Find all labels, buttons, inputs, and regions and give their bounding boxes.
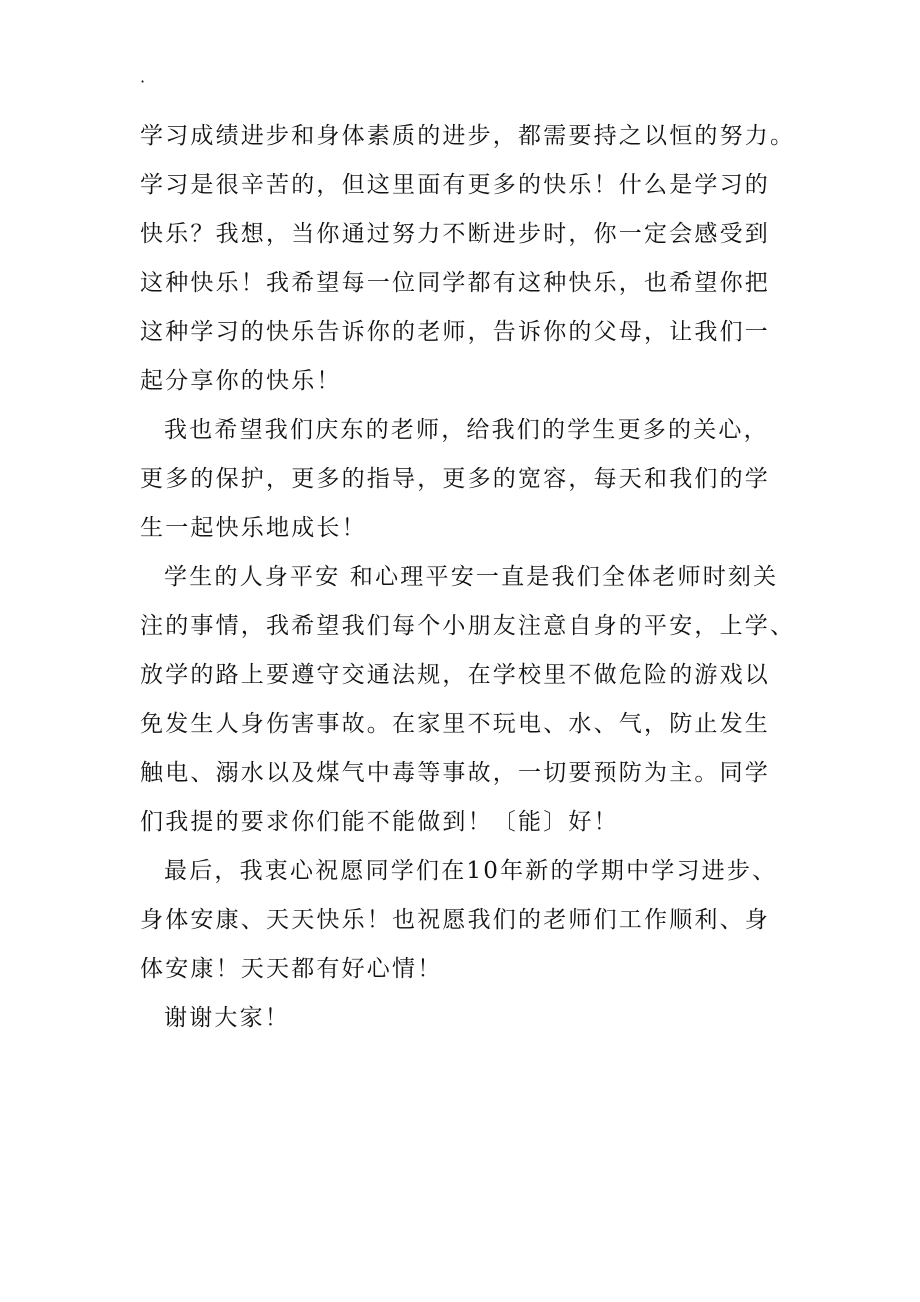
text-line: 身体安康、天天快乐！也祝愿我们的老师们工作顺利、身 [140, 907, 770, 933]
text-line: 这种快乐！我希望每一位同学都有这种快乐，也希望你把 [140, 270, 770, 296]
text-line: 生一起快乐地成长！ [140, 515, 367, 541]
text-line: 快乐？我想，当你通过努力不断进步时，你一定会感受到 [140, 221, 770, 247]
paragraph-2 [140, 406, 780, 553]
paragraph-3 [140, 553, 796, 847]
text-line: 免发生人身伤害事故。在家里不玩电、水、气，防止发生 [140, 711, 770, 737]
text-line: 学习是很辛苦的，但这里面有更多的快乐！什么是学习的 [140, 172, 770, 198]
text-line: 们我提的要求你们能不能做到！〔能〕好！ [140, 809, 619, 835]
paragraph-4 [140, 847, 780, 994]
text-line: 谢谢大家！ [164, 1005, 290, 1031]
document-body [140, 112, 796, 1043]
text-line: 学习成绩进步和身体素质的进步，都需要持之以恒的努力。 [140, 123, 796, 149]
text-line: 注的事情，我希望我们每个小朋友注意自身的平安，上学、 [140, 613, 796, 639]
text-line: 更多的保护，更多的指导，更多的宽容，每天和我们的学 [140, 466, 770, 492]
text-line: 触电、溺水以及煤气中毒等事故，一切要预防为主。同学 [140, 760, 770, 786]
paragraph-5 [140, 994, 780, 1043]
text-line: 我也希望我们庆东的老师，给我们的学生更多的关心， [164, 417, 769, 443]
text-line: 放学的路上要遵守交通法规，在学校里不做危险的游戏以 [140, 662, 770, 688]
text-line: 体安康！天天都有好心情！ [140, 956, 443, 982]
paragraph-1 [140, 112, 796, 406]
text-line: 学生的人身平安 和心理平安一直是我们全体老师时刻关 [164, 564, 779, 590]
text-line: 这种学习的快乐告诉你的老师，告诉你的父母，让我们一 [140, 319, 770, 345]
header-mark: · [140, 72, 146, 91]
text-line: 最后，我衷心祝愿同学们在10年新的学期中学习进步、 [164, 858, 778, 884]
text-line: 起分享你的快乐！ [140, 368, 342, 394]
